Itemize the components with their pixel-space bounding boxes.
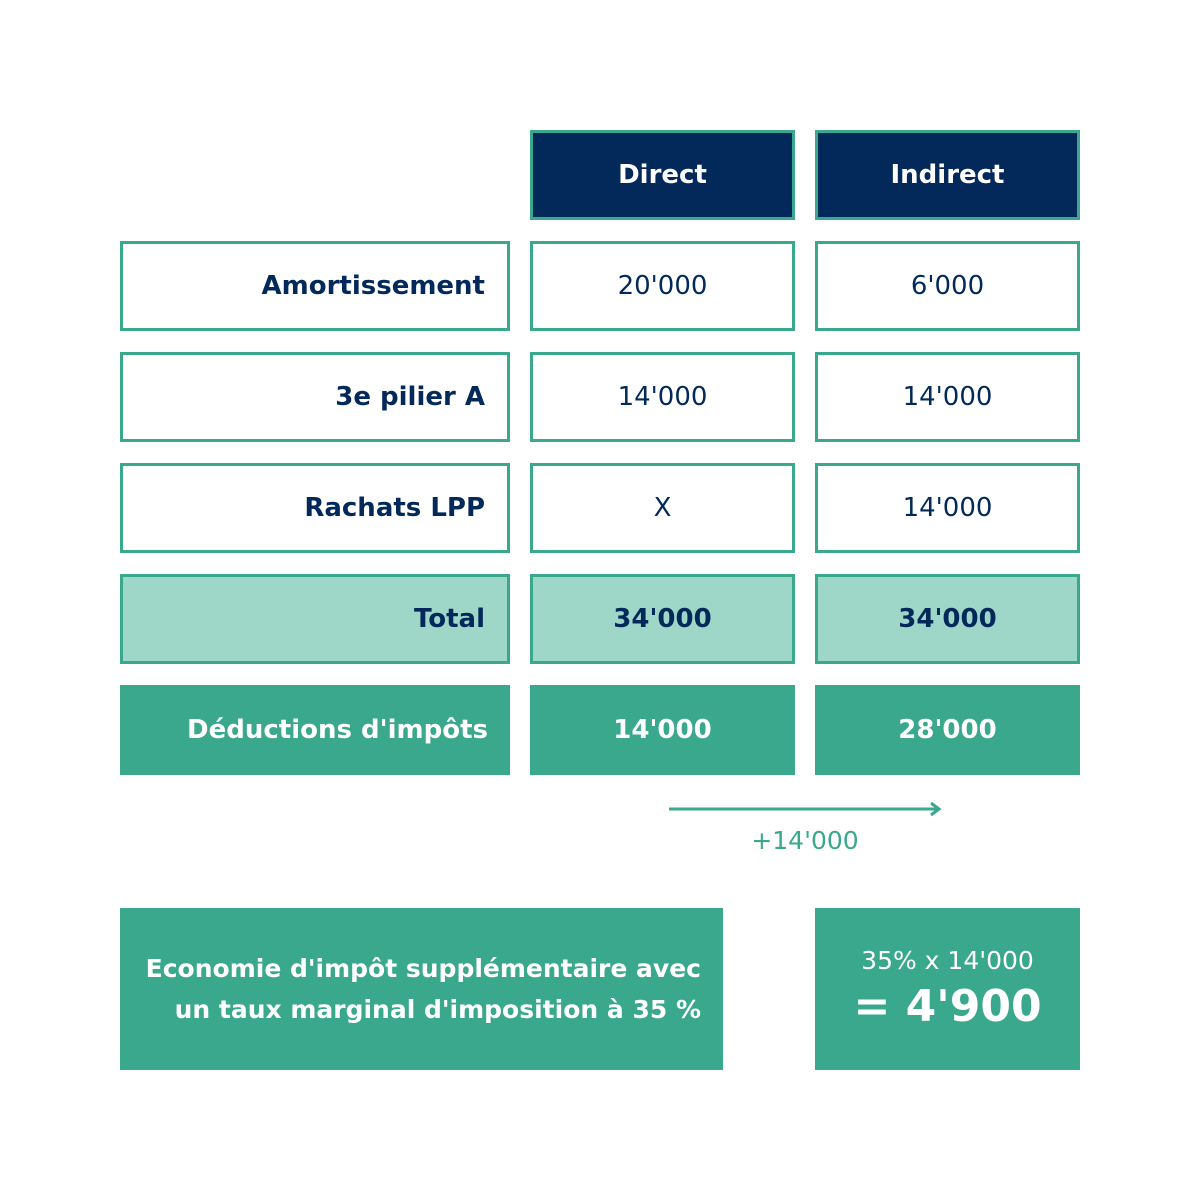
- row-amortissement-direct: 20'000: [530, 241, 795, 331]
- row-label-amortissement: Amortissement: [120, 241, 510, 331]
- column-header-direct: [530, 130, 795, 220]
- total-label: Total: [120, 574, 510, 664]
- row-3e-pilier-indirect: 14'000: [815, 352, 1080, 442]
- column-header-indirect-label: Indirect: [890, 160, 1005, 190]
- row-rachats-lpp-indirect: 14'000: [815, 463, 1080, 553]
- total-direct: 34'000: [530, 574, 795, 664]
- result-formula: 35% x 14'000: [861, 946, 1034, 975]
- deductions-indirect: 28'000: [815, 685, 1080, 775]
- deductions-label: Déductions d'impôts: [120, 685, 510, 775]
- economy-line-2: un taux marginal d'imposition à 35 %: [174, 995, 701, 1024]
- result-box: [815, 908, 1080, 1070]
- result-value: = 4'900: [853, 981, 1042, 1032]
- column-header-direct-label: Direct: [618, 160, 707, 190]
- economy-line-1: Economie d'impôt supplémentaire avec: [145, 954, 701, 983]
- column-header-indirect: [815, 130, 1080, 220]
- deductions-direct: 14'000: [530, 685, 795, 775]
- economy-box: [120, 908, 723, 1070]
- row-rachats-lpp-direct: X: [530, 463, 795, 553]
- difference-label: +14'000: [751, 826, 859, 855]
- row-amortissement-indirect: 6'000: [815, 241, 1080, 331]
- row-label-rachats-lpp: Rachats LPP: [120, 463, 510, 553]
- row-3e-pilier-direct: 14'000: [530, 352, 795, 442]
- arrow-right-icon: [669, 800, 944, 818]
- row-label-3e-pilier: 3e pilier A: [120, 352, 510, 442]
- total-indirect: 34'000: [815, 574, 1080, 664]
